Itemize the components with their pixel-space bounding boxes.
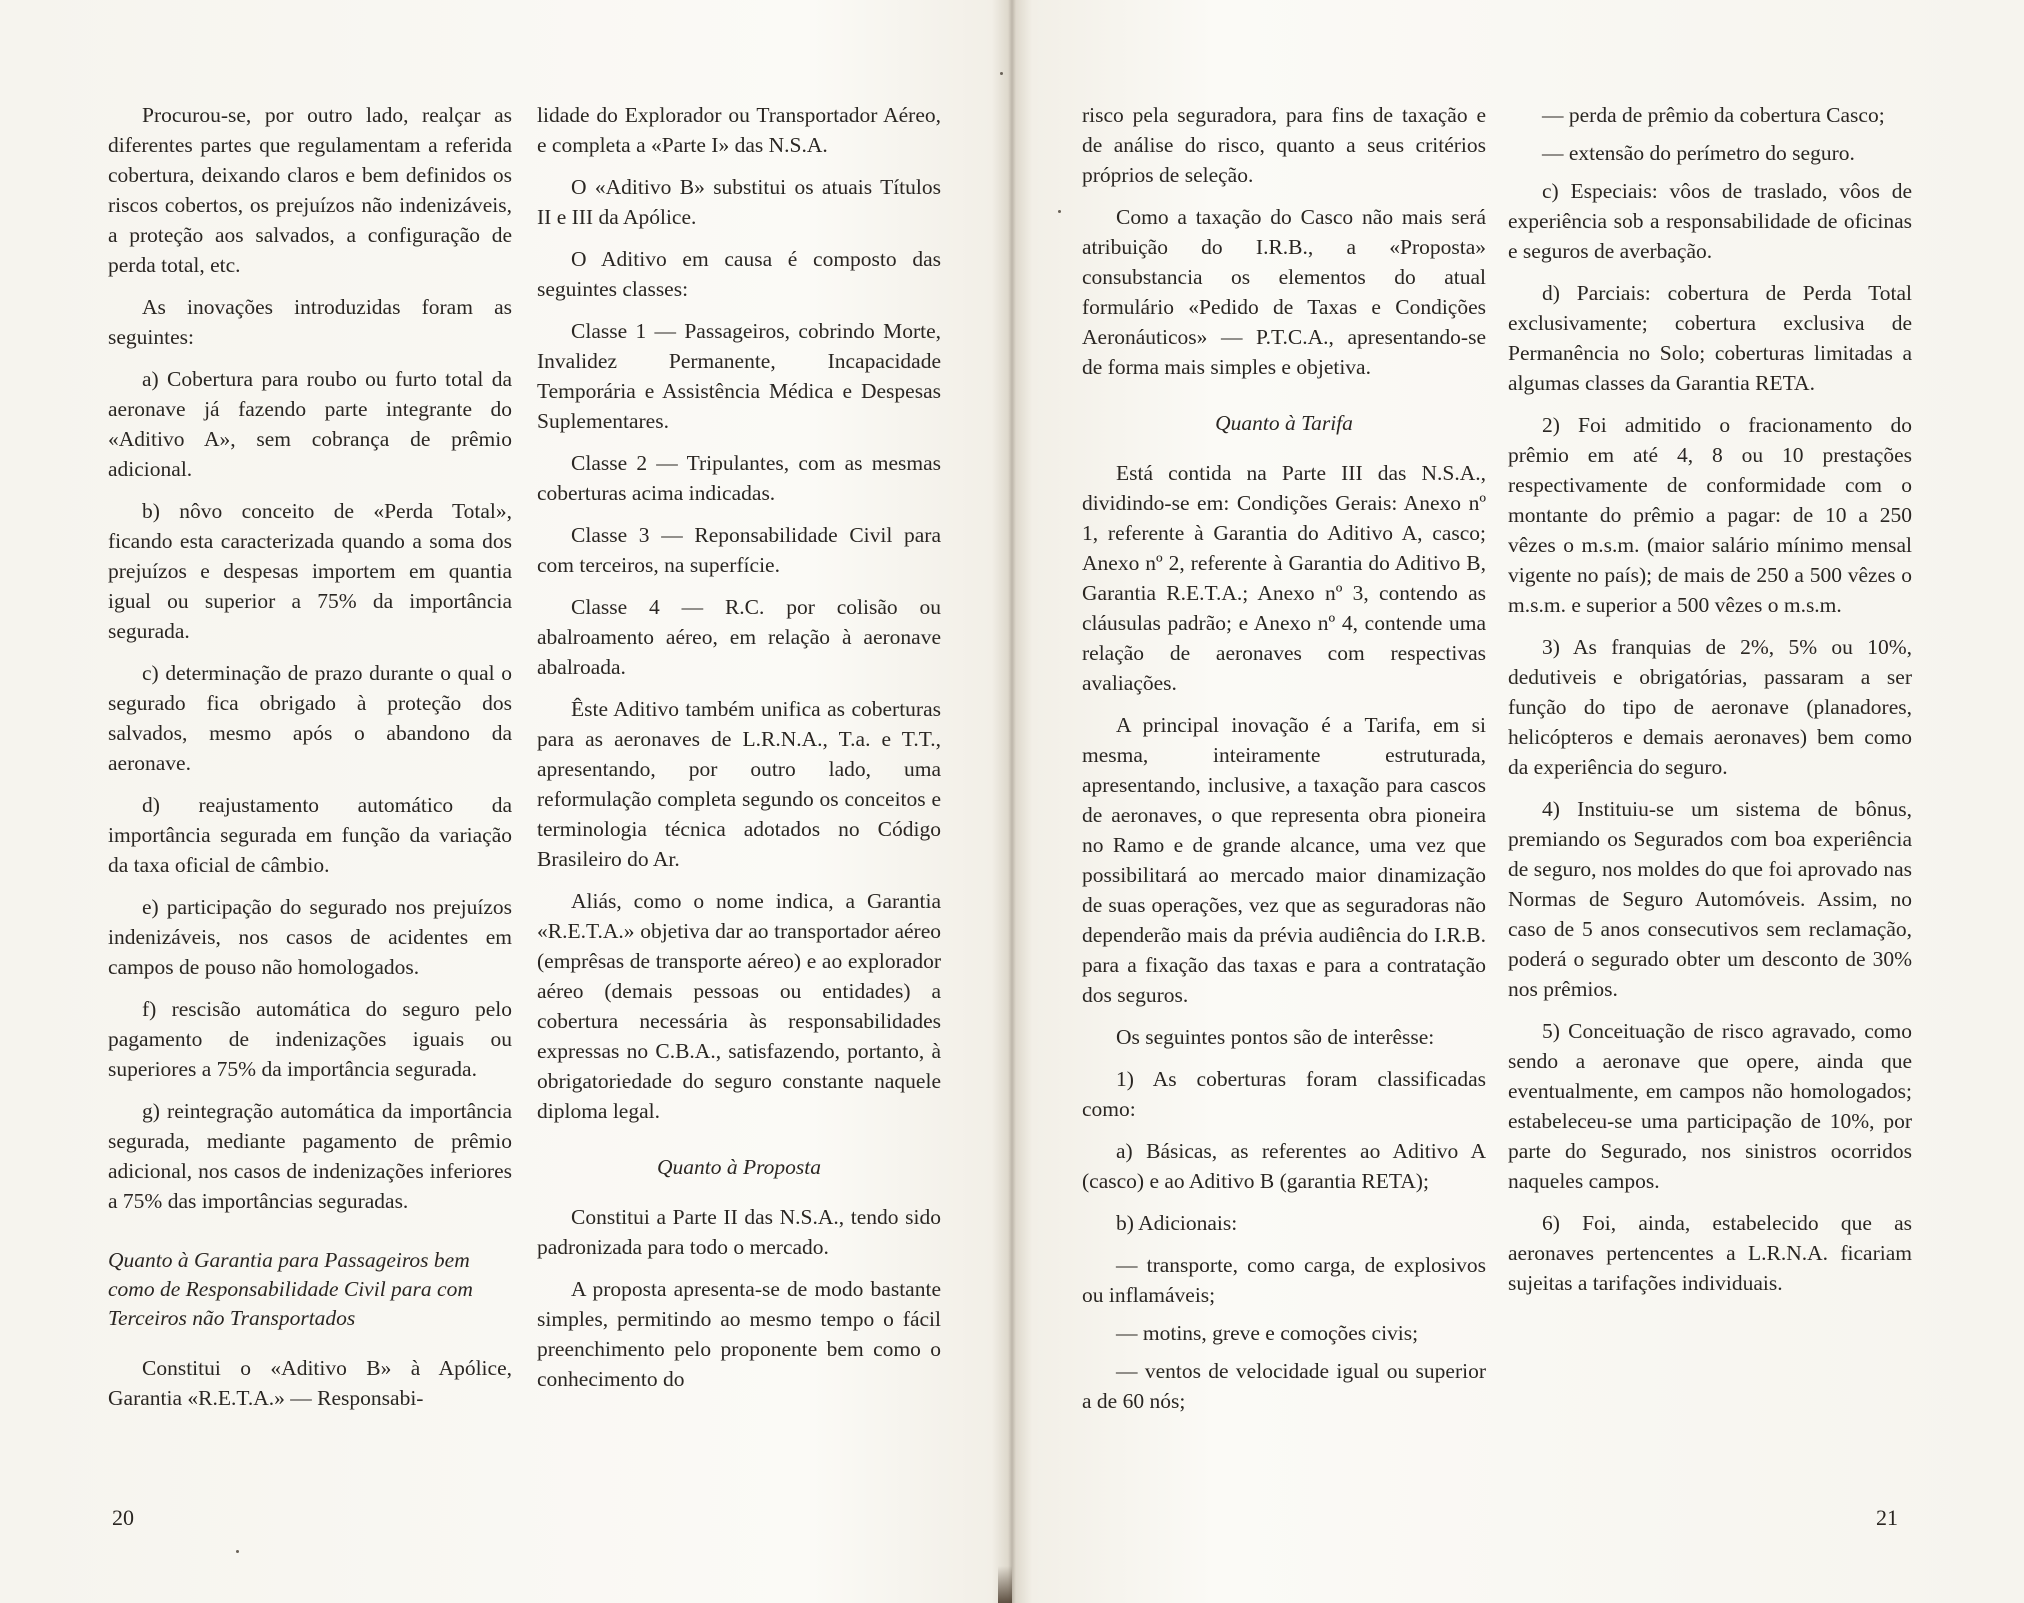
dash-item: — transporte, como carga, de explosivos ou inflamáveis; (1082, 1253, 1486, 1307)
list-item-d: d) Parciais: cobertura de Perda Total exclusivamente; cobertura exclusiva de Permanência no Solo; coberturas limitadas a algumas classes da Garantia RETA. (1508, 281, 1912, 395)
list-item-d: d) reajustamento automático da importância segurada em função da variação da taxa oficial de câmbio. (108, 793, 512, 877)
class-item-2: Classe 2 — Tripulantes, com as mesmas coberturas acima indicadas. (537, 451, 941, 505)
class-item-1: Classe 1 — Passageiros, cobrindo Morte, Invalidez Permanente, Incapacidade Temporária e Assistência Médica e Despesas Suplementares. (537, 319, 941, 433)
dash-item: — perda de prêmio da cobertura Casco; (1542, 103, 1885, 127)
list-item-b: b) nôvo conceito de «Perda Total», ficando esta caracterizada quando a soma dos prejuízos e despesas importem em quantia igual ou superior a 75% da importância segurada. (108, 499, 512, 643)
list-item-g: g) reintegração automática da importância segurada, mediante pagamento de prêmio adicional, nos casos de indenizações inferiores a 75% das importâncias seguradas. (108, 1099, 512, 1213)
paragraph: 3) As franquias de 2%, 5% ou 10%, dedutiveis e obrigatórias, passaram a ser função do tipo de aeronave (planadores, helicópteros e demais aeronaves) bem como da experiência do seguro. (1508, 635, 1912, 779)
paragraph: Procurou-se, por outro lado, realçar as diferentes partes que regulamentam a referida cobertura, deixando claros e bem definidos os riscos cobertos, os prejuízos não indenizáveis, a proteção aos salvados, a configuração de perda total, etc. (108, 103, 512, 277)
paragraph: Está contida na Parte III das N.S.A., dividindo-se em: Condições Gerais: Anexo nº 1, referente à Garantia do Aditivo A, casco; Anexo nº 2, referente à Garantia do Aditivo B, Garantia R.E.T.A.; Anexo nº 3, contendo as cláusulas padrão; e Anexo nº 4, contende uma relação de aeronaves com respectivas avaliações. (1082, 461, 1486, 695)
binding-shadow (998, 1566, 1012, 1603)
section-heading: Quanto à Garantia para Passageiros bem como de Responsabilidade Civil para com Terceiros não Transportados (108, 1248, 473, 1330)
paragraph: lidade do Explorador ou Transportador Aéreo, e completa a «Parte I» das N.S.A. (537, 103, 941, 157)
list-item-f: f) rescisão automática do seguro pelo pagamento de indenizações iguais ou superiores a 75% da importância segurada. (108, 997, 512, 1081)
left-page-column-2 (537, 100, 941, 1406)
paragraph: O «Aditivo B» substitui os atuais Títulos II e III da Apólice. (537, 175, 941, 229)
right-page-column-2 (1508, 100, 1912, 1310)
book-gutter (1008, 0, 1016, 1603)
print-speck (236, 1550, 239, 1553)
page-number: 21 (1876, 1505, 1898, 1530)
paragraph: 6) Foi, ainda, estabelecido que as aeronaves pertencentes a L.R.N.A. ficariam sujeitas a tarifações individuais. (1508, 1211, 1912, 1295)
paragraph: Êste Aditivo também unifica as coberturas para as aeronaves de L.R.N.A., T.a. e T.T., apresentando, por outro lado, uma reformulação completa segundo os conceitos e terminologia técnica adotados no Código Brasileiro do Ar. (537, 697, 941, 871)
class-item-4: Classe 4 — R.C. por colisão ou abalroamento aéreo, em relação à aeronave abalroada. (537, 595, 941, 679)
list-item-c: c) Especiais: vôos de traslado, vôos de experiência sob a responsabilidade de oficinas e seguros de averbação. (1508, 179, 1912, 263)
paragraph: A proposta apresenta-se de modo bastante simples, permitindo ao mesmo tempo o fácil preenchimento pelo proponente bem como o conhecimento do (537, 1277, 941, 1391)
paragraph: risco pela seguradora, para fins de taxação e de análise do risco, quanto a seus critérios próprios de seleção. (1082, 103, 1486, 187)
left-page-column-1 (108, 100, 512, 1425)
paragraph: 2) Foi admitido o fracionamento do prêmio em até 4, 8 ou 10 prestações respectivamente de conformidade com o montante do prêmio a pagar: de 10 a 250 vêzes o m.s.m. (maior salário mínimo mensal vigente no país); de mais de 250 a 500 vêzes o m.s.m. e superior a 500 vêzes o m.s.m. (1508, 413, 1912, 617)
paragraph: Os seguintes pontos são de interêsse: (1116, 1025, 1435, 1049)
paragraph: Como a taxação do Casco não mais será atribuição do I.R.B., a «Proposta» consubstancia os elementos do atual formulário «Pedido de Taxas e Condições Aeronáuticos» — P.T.C.A., apresentando-se de forma mais simples e objetiva. (1082, 205, 1486, 379)
print-speck (1058, 210, 1061, 213)
list-item-c: c) determinação de prazo durante o qual o segurado fica obrigado à proteção dos salvados, mesmo após o abandono da aeronave. (108, 661, 512, 775)
paragraph: Constitui a Parte II das N.S.A., tendo sido padronizada para todo o mercado. (537, 1205, 941, 1259)
paragraph: Aliás, como o nome indica, a Garantia «R.E.T.A.» objetiva dar ao transportador aéreo (emprêsas de transporte aéreo) e ao explorador aéreo (demais pessoas ou entidades) a cobertura necessária às responsabilidades expressas no C.B.A., satisfazendo, portanto, à obrigatoriedade do seguro constante naquele diploma legal. (537, 889, 941, 1123)
dash-item: — extensão do perímetro do seguro. (1542, 141, 1855, 165)
list-item-a: a) Cobertura para roubo ou furto total da aeronave já fazendo parte integrante do «Aditivo A», sem cobrança de prêmio adicional. (108, 367, 512, 481)
paragraph: 1) As coberturas foram classificadas como: (1082, 1067, 1486, 1121)
paragraph: 5) Conceituação de risco agravado, como sendo a aeronave que opere, ainda que eventualmente, em campos não homologados; estabeleceu-se uma participação de 10%, por parte do Segurado, nos sinistros ocorridos naqueles campos. (1508, 1019, 1912, 1193)
class-item-3: Classe 3 — Reponsabilidade Civil para com terceiros, na superfície. (537, 523, 941, 577)
section-heading: Quanto à Tarifa (1215, 411, 1353, 435)
paragraph: O Aditivo em causa é composto das seguintes classes: (537, 247, 941, 301)
print-speck (1000, 72, 1003, 75)
section-heading: Quanto à Proposta (656, 1155, 822, 1179)
right-page-column-1 (1082, 100, 1486, 1424)
dash-item: — motins, greve e comoções civis; (1116, 1321, 1419, 1345)
list-item-b: b) Adicionais: (1116, 1211, 1238, 1235)
page-number: 20 (112, 1505, 134, 1530)
paragraph: 4) Instituiu-se um sistema de bônus, premiando os Segurados com boa experiência de seguro, nos moldes do que foi aprovado nas Normas de Seguro Automóveis. Assim, no caso de 5 anos consecutivos sem reclamação, poderá o segurado obter um desconto de 30% nos prêmios. (1508, 797, 1912, 1001)
dash-item: — ventos de velocidade igual ou superior a de 60 nós; (1082, 1359, 1486, 1413)
list-item-a: a) Básicas, as referentes ao Aditivo A (casco) e ao Aditivo B (garantia RETA); (1082, 1139, 1486, 1193)
paragraph: Constitui o «Aditivo B» à Apólice, Garantia «R.E.T.A.» — Responsabi- (108, 1356, 512, 1410)
paragraph: As inovações introduzidas foram as seguintes: (108, 295, 512, 349)
list-item-e: e) participação do segurado nos prejuízos indenizáveis, nos casos de acidentes em campos de pouso não homologados. (108, 895, 512, 979)
paragraph: A principal inovação é a Tarifa, em si mesma, inteiramente estruturada, apresentando, inclusive, a taxação para cascos de aeronaves, o que representa obra pioneira no Ramo e de grande alcance, uma vez que possibilitará ao mercado maior dinamização de suas operações, vez que as seguradoras não dependerão mais da prévia audiência do I.R.B. para a fixação das taxas e para a contratação dos seguros. (1082, 713, 1486, 1007)
